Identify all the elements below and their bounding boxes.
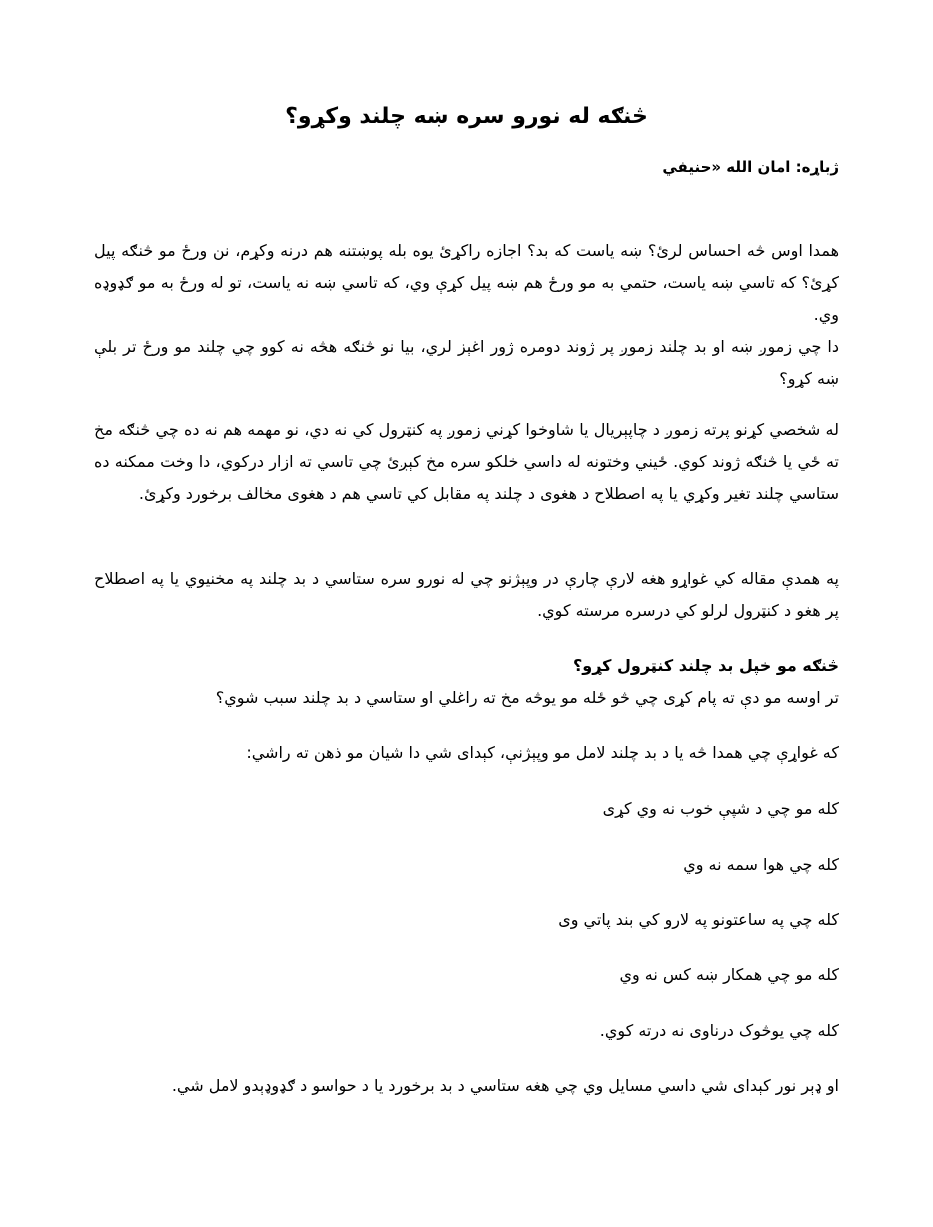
section-lead: که غواړې چي همدا څه يا د بد چلند لامل مو وپېژنې، کېدای شي دا شيان مو ذهن ته راشي: [246, 743, 839, 762]
paragraph-behavior-effect: دا چي زموږ ښه او بد چلند زموږ پر ژوند دومره ژور اغېز لري، بيا نو څنګه هڅه نه کوو چي چلند مو ورځ تر بلې ښه کړو؟ [94, 337, 839, 388]
section-intro: تر اوسه مو دې ته پام کړی چي څو ځله مو يوڅه مخ ته راغلي او ستاسي د بد چلند سبب شوي؟ [215, 688, 839, 707]
translator-credit: ژباړه: امان الله «حنيفي [662, 158, 839, 176]
list-item: کله مو چي د شپې خوب نه وي کړی [602, 799, 839, 818]
section-closing: او ډېر نور کېدای شي داسي مسايل وي چي هغه ستاسي د بد برخورد يا د حواسو د ګډوډېدو لامل شي. [171, 1076, 839, 1095]
paragraph-intro: همدا اوس څه احساس لرئ؟ ښه یاست که بد؟ اجازه راکړئ یوه بله پوښتنه هم درنه وکړم، نن ورځ مو څنګه پیل کړئ؟ که تاسي ښه یاست، حتمي به مو ورځ هم ښه پیل کړې وي، که تاسي ښه نه یاست، تو له ورځ به مو ګډوډه وي. [94, 241, 839, 324]
list-item: کله چي په ساعتونو په لارو کي بند پاتي وی [558, 910, 839, 929]
section-heading: څنګه مو خپل بد چلند کنټرول کړو؟ [572, 656, 839, 675]
list-item: کله مو چي همکار ښه کس نه وي [619, 965, 839, 984]
list-item: کله چي هوا سمه نه وي [683, 855, 839, 874]
paragraph-environment: له شخصي کړنو پرته زموږ د چاپېريال يا شاوخوا کړني زموږ په کنټرول کي نه دي، نو مهمه هم نه ده چي څنګه مخ ته ځي يا څنګه ژوند کوي. ځيني وختونه له داسي خلکو سره مخ کېږئ چي تاسي ته ازار درکوي، دا وخت ممکنه ده ستاسي چلند تغير وکړي يا په اصطلاح د هغوی د چلند په مقابل کي تاسي هم د هغوی مخالف برخورد وکړئ. [94, 420, 839, 503]
paragraph-article-purpose: په همدې مقاله کي غواړو هغه لارې چارې در وپېژنو چي له نورو سره ستاسي د بد چلند په مخنيوي يا په اصطلاح پر هغو د کنټرول لرلو کي درسره مرسته کوي. [94, 569, 839, 620]
list-item: کله چي يوڅوک درناوی نه درته کوي. [599, 1021, 839, 1040]
page-title: څنګه له نورو سره ښه چلند وکړو؟ [285, 104, 648, 129]
